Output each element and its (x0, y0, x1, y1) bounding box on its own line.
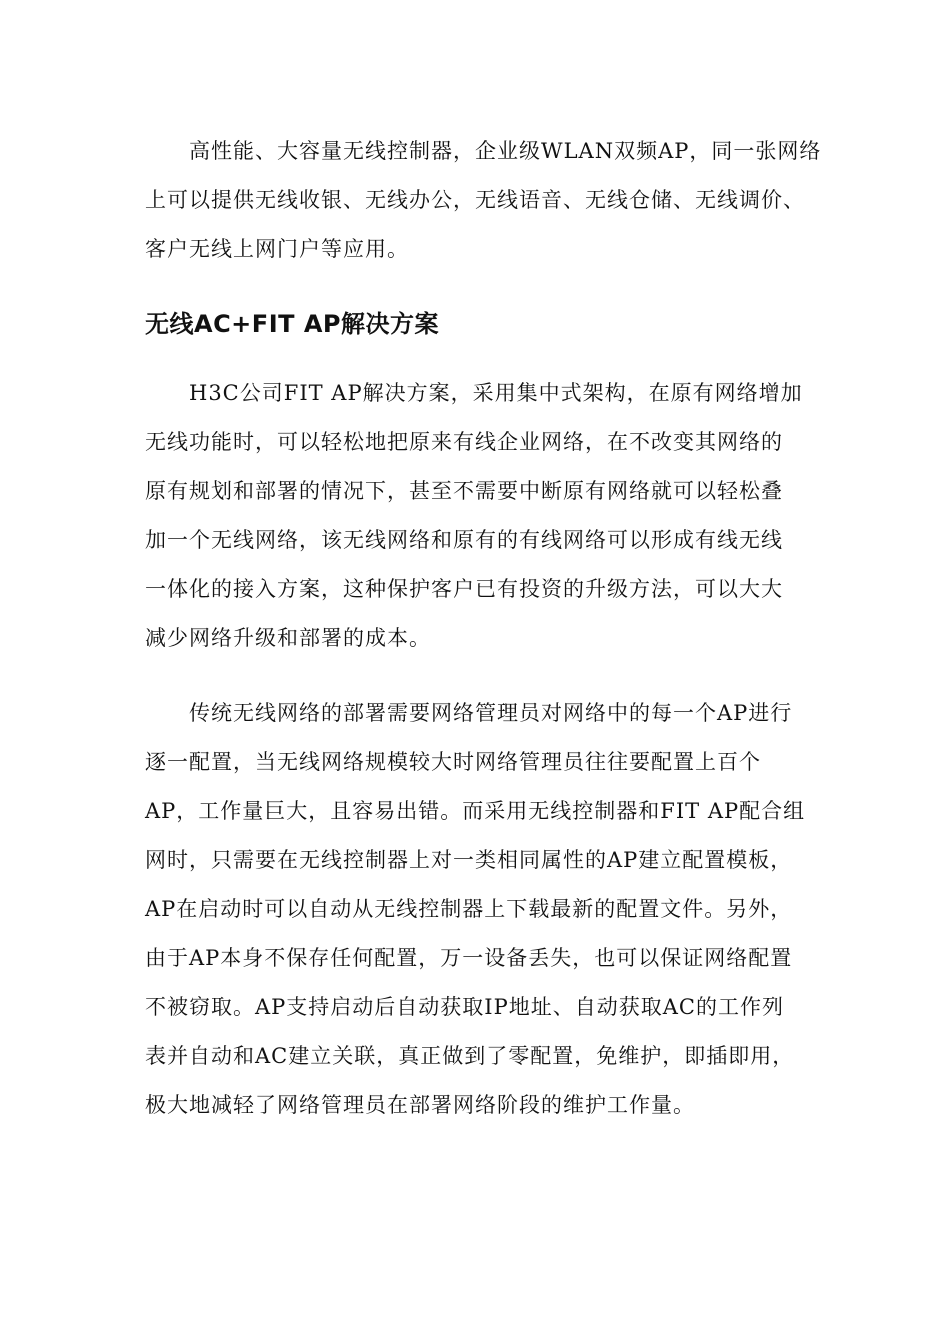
paragraph-line: H3C公司FIT AP解决方案，采用集中式架构，在原有网络增加 (189, 381, 803, 405)
section-heading: 无线AC+FIT AP解决方案 (145, 310, 440, 338)
paragraph-line: 高性能、大容量无线控制器，企业级WLAN双频AP，同一张网络 (189, 139, 822, 163)
paragraph-line: 极大地减轻了网络管理员在部署网络阶段的维护工作量。 (145, 1093, 695, 1117)
paragraph-line: 减少网络升级和部署的成本。 (145, 626, 431, 650)
paragraph-line: 原有规划和部署的情况下，甚至不需要中断原有网络就可以轻松叠 (145, 479, 783, 503)
paragraph-line: AP，工作量巨大，且容易出错。而采用无线控制器和FIT AP配合组 (145, 799, 806, 823)
paragraph-line: AP在启动时可以自动从无线控制器上下载最新的配置文件。另外， (145, 897, 793, 921)
deployment-paragraph (145, 689, 815, 1130)
paragraph-line: 由于AP本身不保存任何配置，万一设备丢失，也可以保证网络配置 (145, 946, 793, 970)
paragraph-line: 逐一配置，当无线网络规模较大时网络管理员往往要配置上百个 (145, 750, 761, 774)
paragraph-line: 上可以提供无线收银、无线办公，无线语音、无线仓储、无线调价、 (145, 188, 805, 212)
paragraph-line: 一体化的接入方案，这种保护客户已有投资的升级方法，可以大大 (145, 577, 783, 601)
paragraph-line: 不被窃取。AP支持启动后自动获取IP地址、自动获取AC的工作列 (145, 995, 784, 1019)
intro-paragraph (145, 127, 822, 274)
paragraph-line: 表并自动和AC建立关联，真正做到了零配置，免维护，即插即用， (145, 1044, 795, 1068)
solution-paragraph (145, 369, 815, 663)
paragraph-line: 传统无线网络的部署需要网络管理员对网络中的每一个AP进行 (189, 701, 793, 725)
paragraph-line: 客户无线上网门户等应用。 (145, 237, 409, 261)
paragraph-line: 无线功能时，可以轻松地把原来有线企业网络，在不改变其网络的 (145, 430, 783, 454)
paragraph-line: 网时，只需要在无线控制器上对一类相同属性的AP建立配置模板， (145, 848, 793, 872)
paragraph-line: 加一个无线网络，该无线网络和原有的有线网络可以形成有线无线 (145, 528, 783, 552)
